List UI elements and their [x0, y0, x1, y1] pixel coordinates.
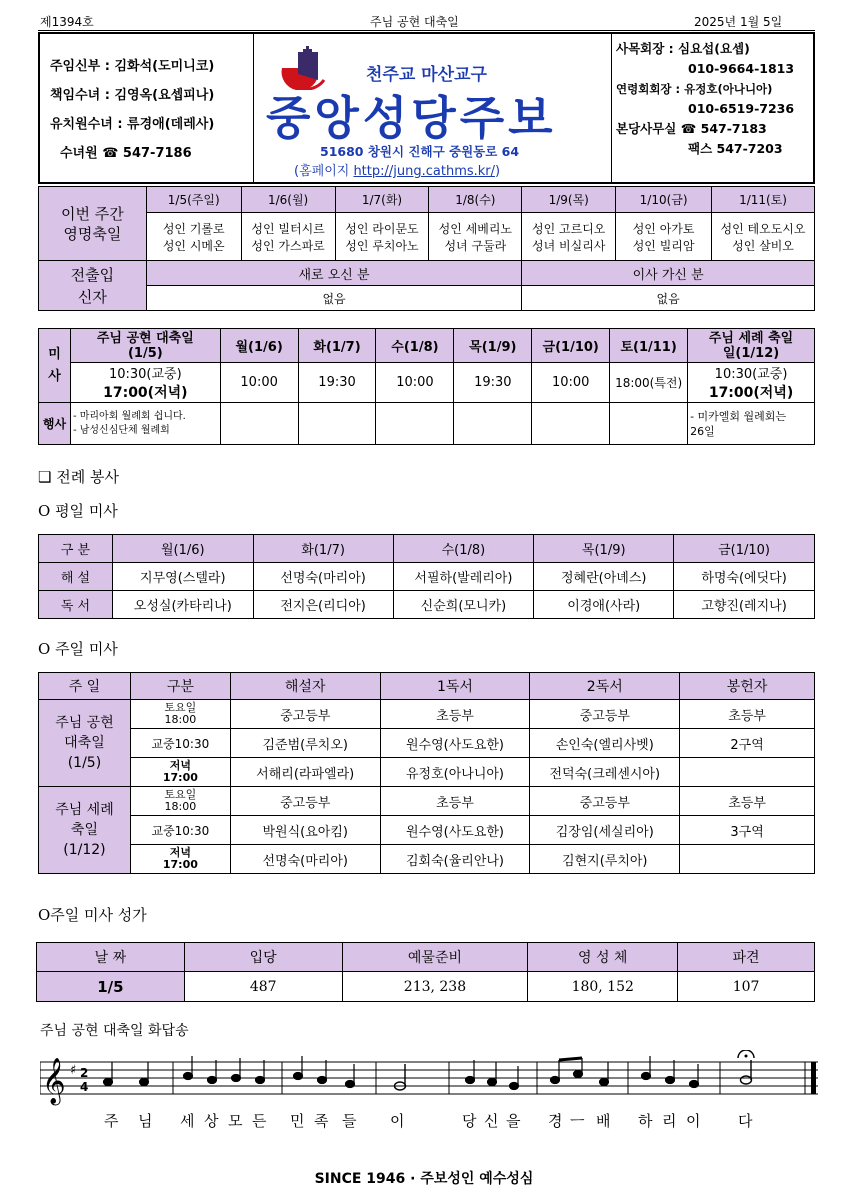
- weekday-role: 해 설: [39, 563, 113, 591]
- saints-table: [38, 186, 815, 311]
- mass-time: 19:30: [454, 363, 532, 403]
- lyric: 주: [104, 1112, 119, 1130]
- saints-names: [429, 213, 522, 261]
- mass-time: 17:00(저녁): [103, 385, 188, 401]
- event-empty: [454, 403, 532, 445]
- mass-times-sunday: [70, 363, 220, 403]
- event-item: 26일: [690, 424, 715, 438]
- sunday-cell: 3구역: [680, 816, 815, 845]
- sunday-header: 해설자: [230, 673, 380, 700]
- saint-name: 성인 빌터시르: [251, 221, 325, 236]
- weekday-cell: 하명숙(에딧다): [674, 563, 815, 591]
- event-item: - 미카엘회 월례회는: [690, 409, 787, 423]
- lyric: 모: [228, 1112, 243, 1130]
- bulletin-title: 중앙성당주보: [266, 91, 557, 145]
- saints-day: 1/10(금): [616, 187, 712, 213]
- sunday-cell: 김현지(루치아): [530, 845, 680, 874]
- lyric: 리: [662, 1112, 677, 1130]
- hymn-number: 213, 238: [342, 972, 528, 1002]
- saint-name: 성녀 구둘라: [444, 238, 507, 253]
- mass-time: 10:30(교중): [108, 367, 182, 382]
- diocese-name: 천주교 마산교구: [366, 65, 487, 85]
- weekday-header: 월(1/6): [112, 535, 253, 563]
- sunday-cell: [680, 758, 815, 787]
- sunday-cell: 전덕숙(크레센시아): [530, 758, 680, 787]
- sunday-header: 주 일: [39, 673, 131, 700]
- svg-text:4: 4: [80, 1080, 89, 1094]
- hymn-title: O주일 미사 성가: [38, 906, 147, 924]
- sunday-cell: 김준범(루치오): [230, 729, 380, 758]
- sunday-cell: [680, 845, 815, 874]
- masthead: [38, 32, 815, 184]
- lyric: 경: [548, 1112, 563, 1130]
- sunday-cell: 김장임(세실리아): [530, 816, 680, 845]
- liturgy-title: ❑ 전례 봉사: [38, 468, 119, 486]
- sunday-cell: 초등부: [680, 700, 815, 729]
- sunday-slot: 토요일 18:00: [130, 700, 230, 729]
- lyric: 상: [204, 1112, 219, 1130]
- event-next-sunday: [688, 403, 815, 445]
- contact-line: 010-9664-1813: [688, 61, 795, 76]
- lyric: 을: [506, 1112, 521, 1130]
- event-label: 행사: [39, 403, 71, 445]
- saints-names: [146, 213, 241, 261]
- top-rule: [38, 30, 815, 31]
- mass-header: 수(1/8): [376, 329, 454, 363]
- saints-names: [335, 213, 429, 261]
- mass-time: 19:30: [298, 363, 376, 403]
- sunday-cell: 박원식(요아킴): [230, 816, 380, 845]
- hymn-header: 날 짜: [37, 943, 185, 972]
- saint-name: 성인 루치아노: [345, 238, 419, 253]
- lyric: 들: [342, 1112, 357, 1130]
- homepage-prefix: (홈페이지: [294, 164, 354, 179]
- sunday-cell: 중고등부: [530, 787, 680, 816]
- staff-line: 유치원수녀 : 류경애(데레사): [50, 117, 215, 132]
- weekday-title: O 평일 미사: [38, 502, 118, 520]
- weekday-cell: 지무영(스텔라): [112, 563, 253, 591]
- mass-schedule-table: [38, 328, 815, 445]
- move-label: 전출입 신자: [39, 261, 147, 311]
- weekday-cell: 이경애(사라): [534, 591, 674, 619]
- saints-day: 1/6(월): [241, 187, 335, 213]
- weekday-cell: 선명숙(마리아): [253, 563, 393, 591]
- saint-name: 성녀 비실리사: [532, 238, 606, 253]
- sunday-header: 구분: [130, 673, 230, 700]
- lyric: 신: [484, 1112, 499, 1130]
- saints-day: 1/5(주일): [146, 187, 241, 213]
- homepage: [294, 160, 500, 179]
- lyric: 당: [462, 1112, 477, 1130]
- weekday-header: 구 분: [39, 535, 113, 563]
- sunday-cell: 유정호(아나니아): [380, 758, 530, 787]
- saints-day: 1/11(토): [712, 187, 815, 213]
- lyric: 님: [138, 1112, 153, 1130]
- mass-time: 10:00: [532, 363, 610, 403]
- weekday-role: 독 서: [39, 591, 113, 619]
- mass-header: 주님 공현 대축일 (1/5): [70, 329, 220, 363]
- hymn-header: 파견: [678, 943, 815, 972]
- hymn-header: 입당: [184, 943, 342, 972]
- weekday-cell: 고향진(레지나): [674, 591, 815, 619]
- saint-name: 성인 아가토: [632, 221, 695, 236]
- event-empty: [220, 403, 298, 445]
- staff-line: 책임수녀 : 김영옥(요셉피나): [50, 88, 215, 103]
- sunday-slot: 저녁 17:00: [130, 845, 230, 874]
- weekday-cell: 오성실(카타리나): [112, 591, 253, 619]
- event-empty: [610, 403, 688, 445]
- sunday-cell: 중고등부: [230, 700, 380, 729]
- sunday-slot: 교중10:30: [130, 729, 230, 758]
- contact-line: 사목회장 : 심요섭(요셉): [616, 41, 750, 56]
- issue-date: 2025년 1월 5일: [694, 15, 783, 29]
- saints-names: [616, 213, 712, 261]
- homepage-link[interactable]: http://jung.cathms.kr/: [353, 164, 496, 179]
- saint-name: 성인 라이문도: [345, 221, 419, 236]
- lyric: 배: [596, 1112, 611, 1130]
- move-out-value: 없음: [522, 286, 815, 311]
- sunday-cell: 중고등부: [530, 700, 680, 729]
- sunday-cell: 김회숙(율리안나): [380, 845, 530, 874]
- mass-time: 10:00: [376, 363, 454, 403]
- weekday-header: 화(1/7): [253, 535, 393, 563]
- weekday-header: 금(1/10): [674, 535, 815, 563]
- lyric: 이: [390, 1112, 405, 1130]
- lyric: 족: [314, 1112, 329, 1130]
- mass-time: 10:30(교중): [714, 367, 788, 382]
- mass-header: 금(1/10): [532, 329, 610, 363]
- homepage-suffix: ): [495, 164, 501, 179]
- weekday-cell: 신순희(모니카): [393, 591, 534, 619]
- psalm-staff: [40, 1050, 820, 1106]
- lyric: 세: [180, 1112, 195, 1130]
- event-sunday: [70, 403, 220, 445]
- issue-number: 제1394호: [40, 15, 94, 29]
- weekday-table: [38, 534, 815, 619]
- saint-name: 성인 가스파로: [251, 238, 325, 253]
- sunday-group-name: 주님 세례 축일 (1/12): [39, 787, 131, 874]
- sunday-cell: 손인숙(엘리사벳): [530, 729, 680, 758]
- mass-header: 토(1/11): [610, 329, 688, 363]
- mass-times-next-sunday: [688, 363, 815, 403]
- mass-time: 10:00: [220, 363, 298, 403]
- sunday-cell: 초등부: [680, 787, 815, 816]
- sunday-header: 봉헌자: [680, 673, 815, 700]
- saint-name: 성인 기롤로: [162, 221, 225, 236]
- sunday-slot: 교중10:30: [130, 816, 230, 845]
- mass-header: 목(1/9): [454, 329, 532, 363]
- hymn-header: 예물준비: [342, 943, 528, 972]
- mass-time: 17:00(저녁): [708, 385, 794, 401]
- lyric: 하: [638, 1112, 653, 1130]
- weekday-header: 목(1/9): [534, 535, 674, 563]
- sunday-header: 2독서: [530, 673, 680, 700]
- sunday-cell: 초등부: [380, 700, 530, 729]
- sunday-cell: 원수영(사도요한): [380, 816, 530, 845]
- lyric: 민: [290, 1112, 305, 1130]
- lyric: 이: [686, 1112, 701, 1130]
- saints-day: 1/9(목): [522, 187, 616, 213]
- sunday-header: 1독서: [380, 673, 530, 700]
- sunday-cell: 중고등부: [230, 787, 380, 816]
- footer: SINCE 1946 · 주보성인 예수성심: [314, 1171, 534, 1187]
- contact-line: 010-6519-7236: [688, 101, 795, 116]
- hymn-number: 180, 152: [528, 972, 678, 1002]
- psalm-title: 주님 공현 대축일 화답송: [40, 1023, 189, 1039]
- feast-title: 주님 공현 대축일: [370, 15, 459, 29]
- event-empty: [376, 403, 454, 445]
- saints-day: 1/8(수): [429, 187, 522, 213]
- saint-name: 성인 빌리암: [632, 238, 695, 253]
- sunday-group-name: 주님 공현 대축일 (1/5): [39, 700, 131, 787]
- event-item: - 마리아회 월례회 쉽니다.: [72, 410, 186, 422]
- address: 51680 창원시 진해구 중원동로 64: [320, 144, 520, 159]
- move-out-header: 이사 가신 분: [522, 261, 815, 286]
- weekday-header: 수(1/8): [393, 535, 534, 563]
- mass-header: 월(1/6): [220, 329, 298, 363]
- mass-label: 미 사: [39, 329, 71, 403]
- move-in-header: 새로 오신 분: [146, 261, 521, 286]
- weekday-cell: 전지은(리디아): [253, 591, 393, 619]
- saint-name: 성인 살비오: [732, 238, 794, 253]
- contact-line: 연령회회장 : 유정호(아나니아): [616, 82, 773, 96]
- hymn-table: [36, 942, 815, 1002]
- sunday-cell: 서해리(라파엘라): [230, 758, 380, 787]
- move-in-value: 없음: [146, 286, 521, 311]
- sunday-table: [38, 672, 815, 874]
- hymn-number: 107: [678, 972, 815, 1002]
- sunday-slot: 저녁 17:00: [130, 758, 230, 787]
- saint-name: 성인 테오도시오: [720, 221, 806, 236]
- event-item: - 남성신심단체 월례회: [72, 424, 170, 436]
- weekday-cell: 정혜란(아녜스): [534, 563, 674, 591]
- sunday-cell: 원수영(사도요한): [380, 729, 530, 758]
- mass-header: 주님 세례 축일 일(1/12): [688, 329, 815, 363]
- svg-text:♯: ♯: [70, 1063, 77, 1078]
- staff-line: 수녀원 ☎ 547-7186: [60, 146, 192, 161]
- sunday-cell: 초등부: [380, 787, 530, 816]
- masthead-center: [254, 34, 611, 182]
- psalm-lyrics: [40, 1110, 820, 1132]
- masthead-staff: [40, 34, 254, 182]
- saint-name: 성인 세베리노: [438, 221, 513, 236]
- weekday-cell: 서필하(발레리아): [393, 563, 534, 591]
- sunday-title: O 주일 미사: [38, 640, 118, 658]
- saints-names: [241, 213, 335, 261]
- hymn-number: 487: [184, 972, 342, 1002]
- staff-line: 주임신부 : 김화석(도미니코): [50, 59, 215, 74]
- saints-day: 1/7(화): [335, 187, 429, 213]
- masthead-contacts: [611, 34, 815, 182]
- lyric: ㅡ: [570, 1112, 585, 1130]
- contact-line: 본당사무실 ☎ 547-7183: [616, 121, 767, 136]
- hymn-header: 영 성 체: [528, 943, 678, 972]
- event-empty: [298, 403, 376, 445]
- lyric: 든: [252, 1112, 267, 1130]
- svg-text:2: 2: [80, 1066, 89, 1080]
- lyric: 다: [738, 1112, 753, 1130]
- svg-text:𝄞: 𝄞: [42, 1058, 66, 1104]
- event-empty: [532, 403, 610, 445]
- contact-line: 팩스 547-7203: [688, 141, 783, 156]
- saints-label: 이번 주간 영명축일: [39, 187, 147, 261]
- sunday-slot: 토요일 18:00: [130, 787, 230, 816]
- saint-name: 성인 고르디오: [532, 221, 606, 236]
- mass-header: 화(1/7): [298, 329, 376, 363]
- saints-names: [712, 213, 815, 261]
- saint-name: 성인 시메온: [162, 238, 225, 253]
- mass-time: 18:00(특전): [610, 363, 688, 403]
- sunday-cell: 선명숙(마리아): [230, 845, 380, 874]
- saints-names: [522, 213, 616, 261]
- hymn-date: 1/5: [37, 972, 185, 1002]
- sunday-cell: 2구역: [680, 729, 815, 758]
